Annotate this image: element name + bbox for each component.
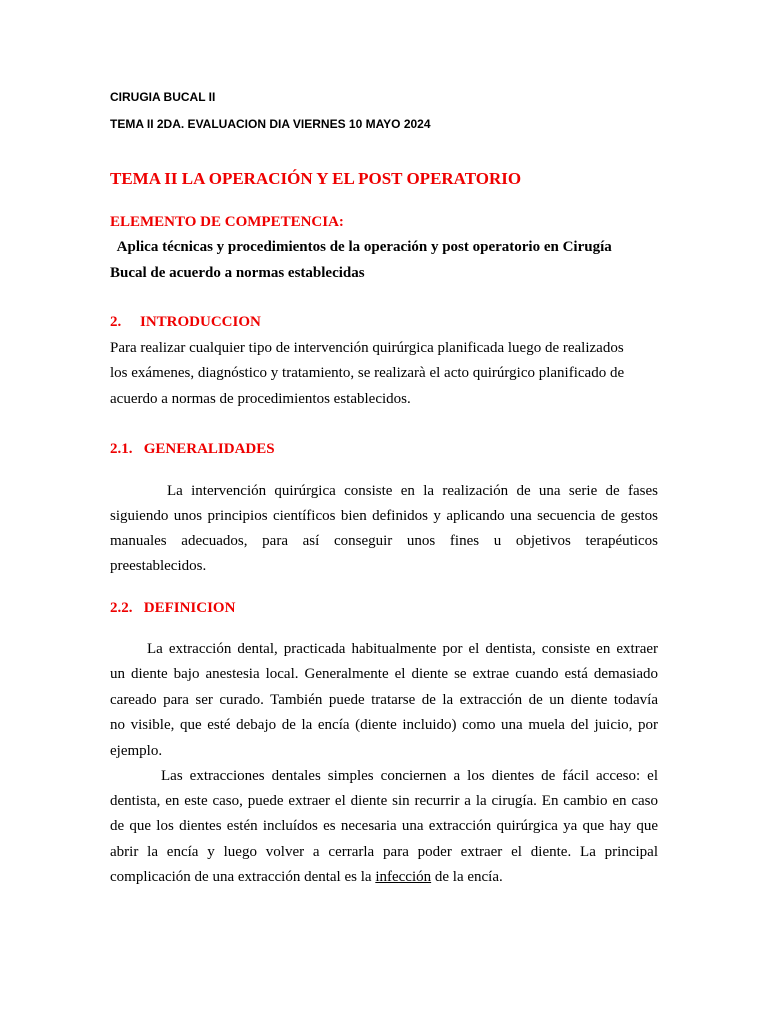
text-span: de la encía.	[431, 869, 503, 885]
definicion-line: no visible, que esté debajo de la encía (diente incluido) como una muela del juicio, por	[110, 717, 658, 733]
generalidades-line: La intervención quirúrgica consiste en la realización de una serie de fases	[167, 483, 658, 499]
introduccion-heading: 2. INTRODUCCION	[110, 314, 261, 330]
definicion-line: abrir la encía y luego volver a cerrarla para poder extraer el diente. La principal	[110, 844, 658, 860]
definicion-line: dentista, en este caso, puede extraer el diente sin recurrir a la cirugía. En cambio en caso	[110, 793, 658, 809]
course-name: CIRUGIA BUCAL II	[110, 90, 216, 104]
generalidades-line: preestablecidos.	[110, 558, 207, 574]
definicion-line: de que los dientes estén incluídos es necesaria una extracción quirúrgica ya que hay que	[110, 818, 658, 834]
definicion-line: La extracción dental, practicada habitualmente por el dentista, consiste en extraer	[147, 641, 658, 657]
competencia-line: Aplica técnicas y procedimientos de la operación y post operatorio en Cirugía	[110, 239, 612, 255]
infeccion-link[interactable]: infección	[375, 869, 432, 885]
generalidades-line: manuales adecuados, para así conseguir unos fines u objetivos terapéuticos	[110, 533, 658, 549]
document-title: TEMA II LA OPERACIÓN Y EL POST OPERATORIO	[110, 169, 522, 188]
introduccion-line: Para realizar cualquier tipo de intervención quirúrgica planificada luego de realizados	[110, 340, 624, 356]
generalidades-heading: 2.1. GENERALIDADES	[110, 441, 275, 457]
definicion-line: ejemplo.	[110, 743, 163, 759]
definicion-line: careado para ser curado. También puede tratarse de la extracción de un diente todavía	[110, 692, 658, 708]
introduccion-line: los exámenes, diagnóstico y tratamiento, se realizarà el acto quirúrgico planificado de	[110, 365, 625, 381]
definicion-heading: 2.2. DEFINICION	[110, 600, 236, 616]
competencia-heading: ELEMENTO DE COMPETENCIA:	[110, 214, 344, 230]
definicion-line: un diente bajo anestesia local. Generalmente el diente se extrae cuando está demasiado	[110, 666, 658, 682]
definicion-line: Las extracciones dentales simples conciernen a los dientes de fácil acceso: el	[161, 768, 658, 784]
exam-info: TEMA II 2DA. EVALUACION DIA VIERNES 10 MAYO 2024	[110, 117, 431, 131]
generalidades-line: siguiendo unos principios científicos bien definidos y aplicando una secuencia de gestos	[110, 508, 658, 524]
competencia-line: Bucal de acuerdo a normas establecidas	[110, 265, 365, 281]
definicion-last-line	[110, 868, 503, 886]
introduccion-line: acuerdo a normas de procedimientos establecidos.	[110, 391, 411, 407]
text-span: complicación de una extracción dental es la	[110, 869, 376, 885]
